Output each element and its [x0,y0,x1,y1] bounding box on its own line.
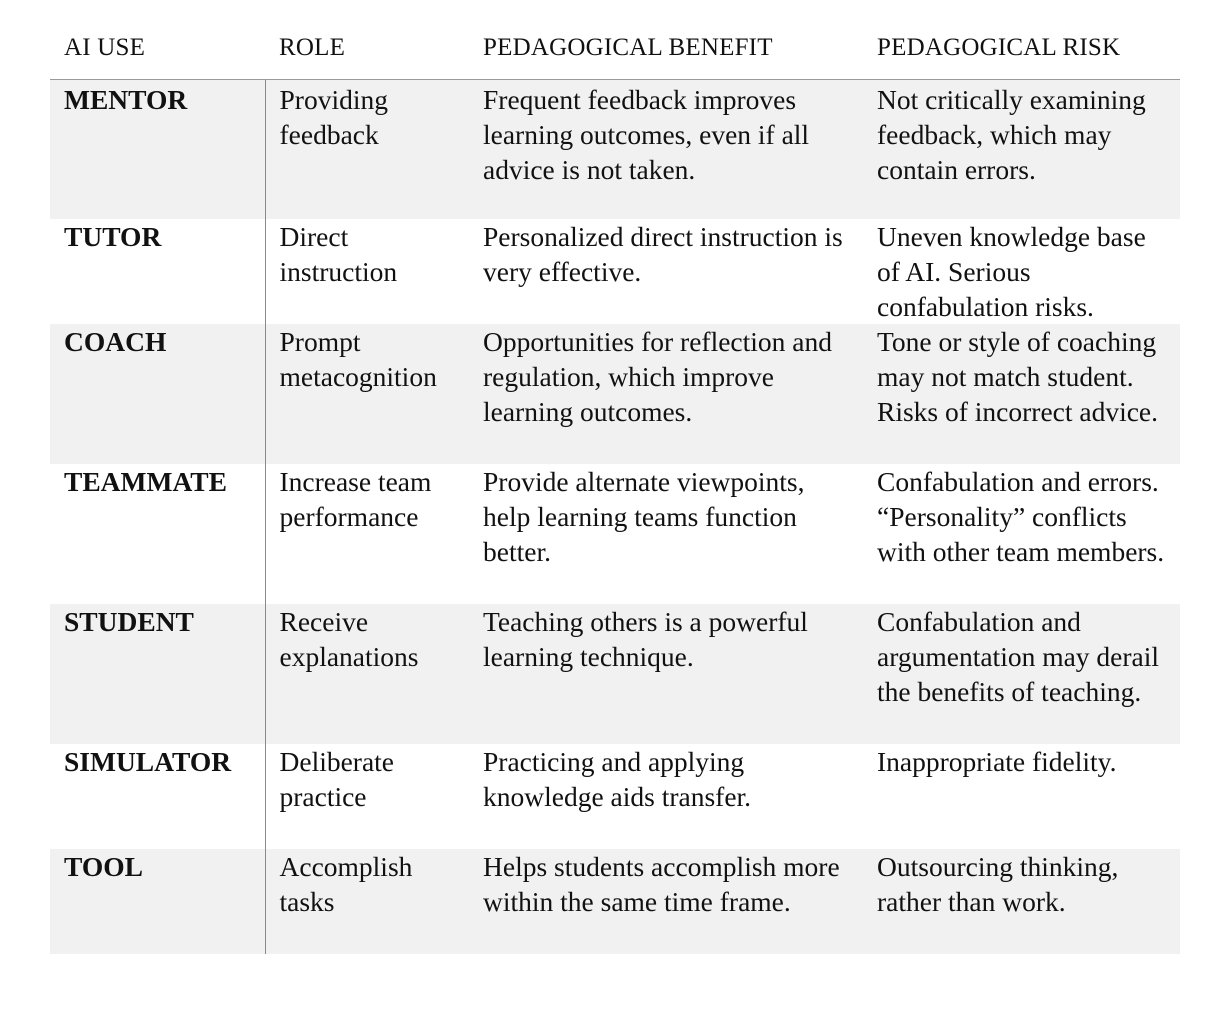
ai-use-cell: COACH [50,324,265,464]
risk-cell: Outsourcing thinking, rather than work. [863,849,1180,954]
ai-use-cell: SIMULATOR [50,744,265,849]
benefit-cell: Opportunities for reflection and regulation, which improve learning outcomes. [469,324,863,464]
benefit-cell: Personalized direct instruction is very effective. [483,221,843,287]
benefit-cell: Teaching others is a powerful learning technique. [469,604,863,744]
benefit-cell: Helps students accomplish more within the same time frame. [469,849,863,954]
table-row-tutor [50,219,1180,324]
table-row-tool [50,849,1180,954]
header-role: ROLE [265,22,469,79]
benefit-cell: Provide alternate viewpoints, help learning teams function better. [483,466,805,567]
header-benefit: PEDAGOGICAL BENEFIT [469,22,863,79]
table-row-coach [50,324,1180,464]
role-cell: Prompt metacognition [265,324,469,464]
ai-use-cell: TUTOR [50,219,265,324]
benefit-cell: Frequent feedback improves learning outcomes, even if all advice is not taken. [469,79,863,219]
table-row-teammate [50,464,1180,604]
role-cell: Direct instruction [279,221,398,287]
role-cell: Providing feedback [265,79,469,219]
risk-cell: Tone or style of coaching may not match student. Risks of incorrect advice. [863,324,1180,464]
ai-use-cell: TOOL [50,849,265,954]
ai-uses-table [50,22,1180,954]
role-cell: Increase team performance [279,466,432,532]
header-risk: PEDAGOGICAL RISK [863,22,1180,79]
risk-cell: Confabulation and errors. “Personality” conflicts with other team members. [877,466,1165,567]
table-header [50,22,1180,79]
table-row-simulator [50,744,1180,849]
header-row [50,22,1180,79]
header-ai-use: AI USE [50,22,265,79]
risk-cell: Inappropriate fidelity. [877,746,1117,777]
table-row-student [50,604,1180,744]
role-cell: Receive explanations [265,604,469,744]
benefit-cell: Practicing and applying knowledge aids transfer. [483,746,752,812]
role-cell: Accomplish tasks [265,849,469,954]
risk-cell: Uneven knowledge base of AI. Serious confabulation risks. [877,221,1146,322]
risk-cell: Not critically examining feedback, which may contain errors. [863,79,1180,219]
ai-use-cell: TEAMMATE [50,464,265,604]
role-cell: Deliberate practice [279,746,395,812]
ai-use-cell: MENTOR [50,79,265,219]
table-body [50,79,1180,954]
table-row-mentor [50,79,1180,219]
ai-use-cell: STUDENT [50,604,265,744]
risk-cell: Confabulation and argumentation may derail the benefits of teaching. [863,604,1180,744]
